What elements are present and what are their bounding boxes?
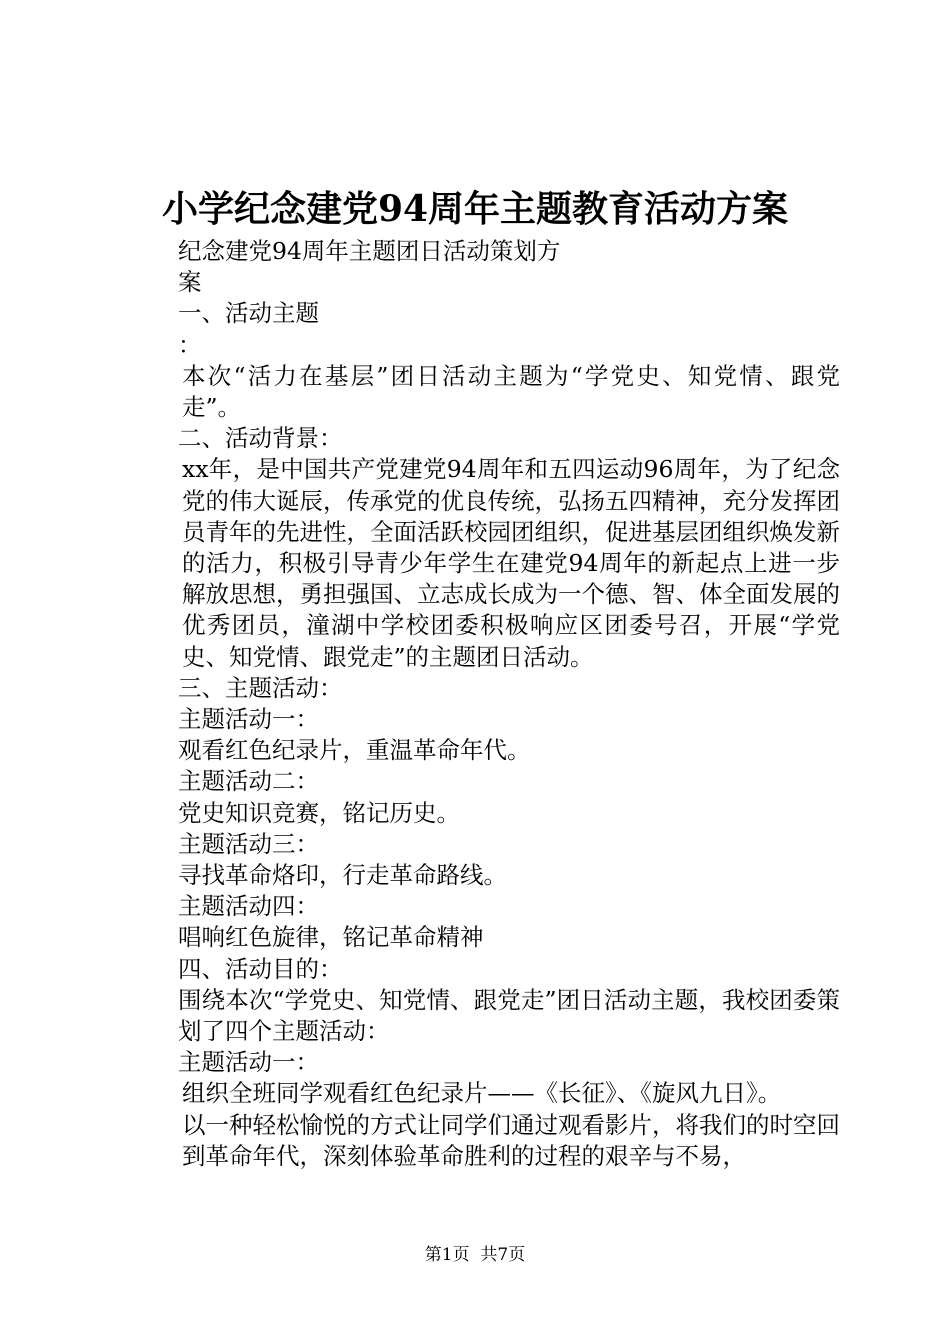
background-paragraph: xx年，是中国共产党建党94周年和五四运动96周年，为了纪念党的伟大诞辰，传承党的优良传统，弘扬五四精神，充分发挥团员青年的先进性，全面活跃校园团组织，促进基层团组织焕发新的活力，积极引导青少年学生在建党94周年的新起点上进一步解放思想，勇担强国、立志成长成为一个德、智、体全面发展的优秀团员，潼湖中学校团委积极响应区团委号召，开展“学党史、知党情、跟党走”的主题团日活动。: [182, 455, 840, 671]
activity-3-text: 寻找革命烙印，行走革命路线。: [178, 861, 507, 890]
purpose-activity-1-label: 主题活动一：: [178, 1048, 319, 1077]
activity-3-label: 主题活动三：: [178, 829, 319, 858]
section-heading-4: 四、活动目的：: [178, 954, 343, 983]
activity-4-text: 唱响红色旋律，铭记革命精神: [178, 923, 484, 952]
activity-4-label: 主题活动四：: [178, 892, 319, 921]
theme-paragraph: 本次“活力在基层”团日活动主题为“学党史、知党情、跟党走”。: [182, 361, 840, 422]
document-title: 小学纪念建党94周年主题教育活动方案: [161, 188, 789, 230]
section-heading-2: 二、活动背景：: [178, 424, 343, 453]
colon-line: ：: [178, 330, 202, 359]
subtitle-line-2: 案: [178, 268, 202, 297]
purpose-activity-1-detail: 以一种轻松愉悦的方式让同学们通过观看影片，将我们的时空回到革命年代，深刻体验革命胜利的过程的艰辛与不易，: [182, 1110, 840, 1170]
activity-1-text: 观看红色纪录片，重温革命年代。: [178, 736, 531, 765]
activity-2-text: 党史知识竞赛，铭记历史。: [178, 798, 460, 827]
activity-2-label: 主题活动二：: [178, 767, 319, 796]
subtitle-line-1: 纪念建党94周年主题团日活动策划方: [178, 237, 561, 265]
purpose-activity-1-text: 组织全班同学观看红色纪录片——《长征》、《旋风九日》。: [182, 1079, 782, 1108]
page-number-footer: 第1页 共7页: [424, 1245, 526, 1265]
section-heading-3: 三、主题活动：: [178, 673, 343, 702]
activity-1-label: 主题活动一：: [178, 705, 319, 734]
section-heading-1: 一、活动主题: [178, 299, 319, 328]
purpose-paragraph: 围绕本次“学党史、知党情、跟党走”团日活动主题，我校团委策划了四个主题活动：: [178, 985, 840, 1046]
document-body: [130, 236, 840, 1172]
